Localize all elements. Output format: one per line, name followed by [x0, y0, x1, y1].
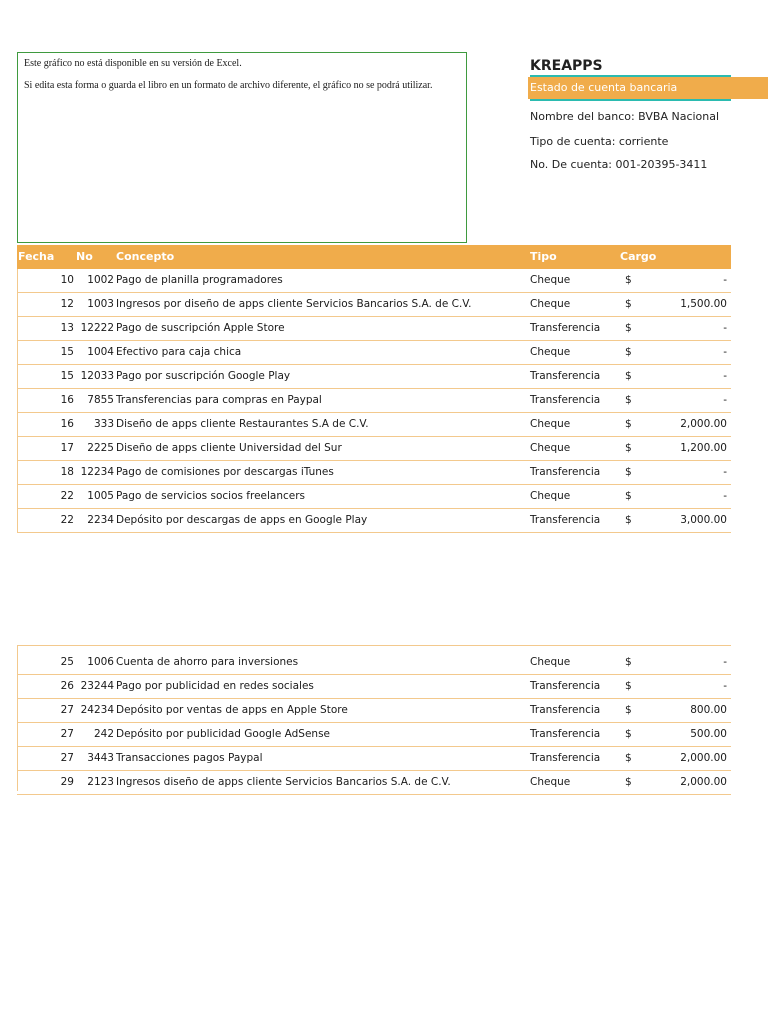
cell-fecha: 26	[60, 680, 74, 692]
cell-currency: $	[625, 514, 632, 526]
column-header-cargo: Cargo	[620, 250, 657, 263]
cell-no: 23244	[80, 680, 114, 692]
cell-fecha: 10	[60, 274, 74, 286]
table-row	[17, 461, 731, 485]
cell-fecha: 17	[60, 442, 74, 454]
cell-no: 12234	[80, 466, 114, 478]
cell-concepto: Pago de suscripción Apple Store	[116, 322, 285, 334]
chart-notice-line2: Si edita esta forma o guarda el libro en un formato de archivo diferente, el gráfico no se podrá utilizar.	[24, 80, 433, 91]
cell-no: 12033	[80, 370, 114, 382]
cell-tipo: Transferencia	[530, 322, 601, 334]
table-row	[17, 437, 731, 461]
table-row	[17, 771, 731, 795]
cell-fecha: 25	[60, 656, 74, 668]
cell-cargo: 2,000.00	[680, 776, 727, 788]
cell-currency: $	[625, 466, 632, 478]
cell-no: 24234	[80, 704, 114, 716]
cell-concepto: Cuenta de ahorro para inversiones	[116, 656, 299, 668]
table-row	[17, 317, 731, 341]
cell-concepto: Pago por suscripción Google Play	[116, 370, 291, 382]
cell-concepto: Ingresos diseño de apps cliente Servicios Bancarios S.A. de C.V.	[116, 776, 451, 788]
cell-tipo: Transferencia	[530, 728, 601, 740]
cell-no: 7855	[87, 394, 114, 406]
cell-concepto: Efectivo para caja chica	[116, 346, 242, 358]
cell-currency: $	[625, 680, 632, 692]
cell-cargo: 500.00	[690, 728, 727, 740]
cell-fecha: 12	[60, 298, 74, 310]
cell-tipo: Transferencia	[530, 370, 601, 382]
cell-no: 3443	[87, 752, 114, 764]
cell-cargo: -	[723, 370, 727, 382]
cell-fecha: 15	[60, 346, 74, 358]
table-row	[17, 413, 731, 437]
cell-currency: $	[625, 322, 632, 334]
cell-cargo: 2,000.00	[680, 418, 727, 430]
subtitle-divider	[530, 99, 731, 101]
cell-tipo: Transferencia	[530, 752, 601, 764]
table-row	[17, 747, 731, 771]
table-left-border	[17, 269, 18, 533]
cell-tipo: Cheque	[530, 346, 571, 358]
cell-fecha: 27	[60, 704, 74, 716]
cell-cargo: -	[723, 346, 727, 358]
cell-cargo: 1,200.00	[680, 442, 727, 454]
table-row	[17, 509, 731, 533]
table-row	[17, 389, 731, 413]
column-header-tipo: Tipo	[530, 250, 557, 263]
cell-currency: $	[625, 728, 632, 740]
cell-tipo: Cheque	[530, 776, 571, 788]
cell-currency: $	[625, 274, 632, 286]
cell-cargo: -	[723, 322, 727, 334]
cell-tipo: Transferencia	[530, 514, 601, 526]
cell-currency: $	[625, 490, 632, 502]
cell-concepto: Pago de comisiones por descargas iTunes	[116, 466, 334, 478]
cell-tipo: Transferencia	[530, 704, 601, 716]
cell-fecha: 16	[60, 394, 74, 406]
cell-cargo: -	[723, 394, 727, 406]
cell-concepto: Pago de servicios socios freelancers	[116, 490, 306, 502]
table-row	[17, 699, 731, 723]
cell-tipo: Cheque	[530, 274, 571, 286]
cell-currency: $	[625, 394, 632, 406]
cell-cargo: 2,000.00	[680, 752, 727, 764]
cell-currency: $	[625, 704, 632, 716]
cell-currency: $	[625, 370, 632, 382]
cell-cargo: -	[723, 274, 727, 286]
column-header-fecha: Fecha	[18, 250, 55, 263]
table-row	[17, 269, 731, 293]
cell-no: 1006	[87, 656, 114, 668]
table-row	[17, 651, 731, 675]
document-subtitle: Estado de cuenta bancaria	[528, 77, 768, 99]
cell-no: 2123	[87, 776, 114, 788]
cell-no: 2234	[87, 514, 114, 526]
table-row	[17, 723, 731, 747]
cell-no: 1005	[87, 490, 114, 502]
page-break-divider	[17, 645, 731, 646]
cell-cargo: -	[723, 656, 727, 668]
table-row	[17, 341, 731, 365]
cell-tipo: Cheque	[530, 298, 571, 310]
chart-placeholder[interactable]	[17, 52, 467, 243]
cell-cargo: -	[723, 490, 727, 502]
cell-tipo: Cheque	[530, 656, 571, 668]
cell-cargo: 1,500.00	[680, 298, 727, 310]
table-header	[17, 245, 731, 269]
cell-no: 1004	[87, 346, 114, 358]
cell-tipo: Cheque	[530, 490, 571, 502]
cell-fecha: 16	[60, 418, 74, 430]
cell-fecha: 27	[60, 728, 74, 740]
cell-concepto: Depósito por publicidad Google AdSense	[116, 728, 330, 740]
cell-currency: $	[625, 776, 632, 788]
cell-currency: $	[625, 656, 632, 668]
chart-notice-line1: Este gráfico no está disponible en su versión de Excel.	[24, 58, 242, 69]
table-left-border-page2	[17, 645, 18, 791]
cell-cargo: -	[723, 680, 727, 692]
column-header-concepto: Concepto	[116, 250, 175, 263]
cell-currency: $	[625, 752, 632, 764]
cell-fecha: 29	[60, 776, 74, 788]
table-row	[17, 365, 731, 389]
table-row	[17, 485, 731, 509]
cell-currency: $	[625, 442, 632, 454]
cell-fecha: 18	[60, 466, 74, 478]
cell-tipo: Transferencia	[530, 394, 601, 406]
cell-fecha: 15	[60, 370, 74, 382]
cell-fecha: 22	[60, 514, 74, 526]
table-row	[17, 675, 731, 699]
account-number: No. De cuenta: 001-20395-3411	[530, 158, 708, 171]
cell-no: 1002	[87, 274, 114, 286]
company-name: KREAPPS	[530, 58, 603, 74]
cell-concepto: Transferencias para compras en Paypal	[116, 394, 322, 406]
cell-fecha: 27	[60, 752, 74, 764]
cell-tipo: Transferencia	[530, 466, 601, 478]
cell-no: 333	[93, 418, 114, 430]
cell-fecha: 13	[60, 322, 74, 334]
account-type: Tipo de cuenta: corriente	[530, 135, 669, 148]
cell-concepto: Diseño de apps cliente Universidad del Sur	[116, 442, 342, 454]
cell-concepto: Ingresos por diseño de apps cliente Servicios Bancarios S.A. de C.V.	[116, 298, 472, 310]
cell-cargo: 800.00	[690, 704, 727, 716]
cell-cargo: 3,000.00	[680, 514, 727, 526]
cell-tipo: Cheque	[530, 418, 571, 430]
cell-currency: $	[625, 346, 632, 358]
cell-concepto: Depósito por ventas de apps en Apple Store	[116, 704, 348, 716]
cell-currency: $	[625, 418, 632, 430]
cell-concepto: Diseño de apps cliente Restaurantes S.A de C.V.	[116, 418, 369, 430]
column-header-no: No	[76, 250, 93, 263]
cell-no: 12222	[80, 322, 114, 334]
cell-cargo: -	[723, 466, 727, 478]
cell-no: 1003	[87, 298, 114, 310]
cell-no: 2225	[87, 442, 114, 454]
cell-concepto: Pago de planilla programadores	[116, 274, 283, 286]
cell-fecha: 22	[60, 490, 74, 502]
table-row	[17, 293, 731, 317]
cell-concepto: Depósito por descargas de apps en Google Play	[116, 514, 368, 526]
cell-tipo: Cheque	[530, 442, 571, 454]
bank-name: Nombre del banco: BVBA Nacional	[530, 110, 720, 123]
cell-currency: $	[625, 298, 632, 310]
cell-tipo: Transferencia	[530, 680, 601, 692]
cell-no: 242	[93, 728, 114, 740]
cell-concepto: Pago por publicidad en redes sociales	[116, 680, 314, 692]
cell-concepto: Transacciones pagos Paypal	[116, 752, 263, 764]
